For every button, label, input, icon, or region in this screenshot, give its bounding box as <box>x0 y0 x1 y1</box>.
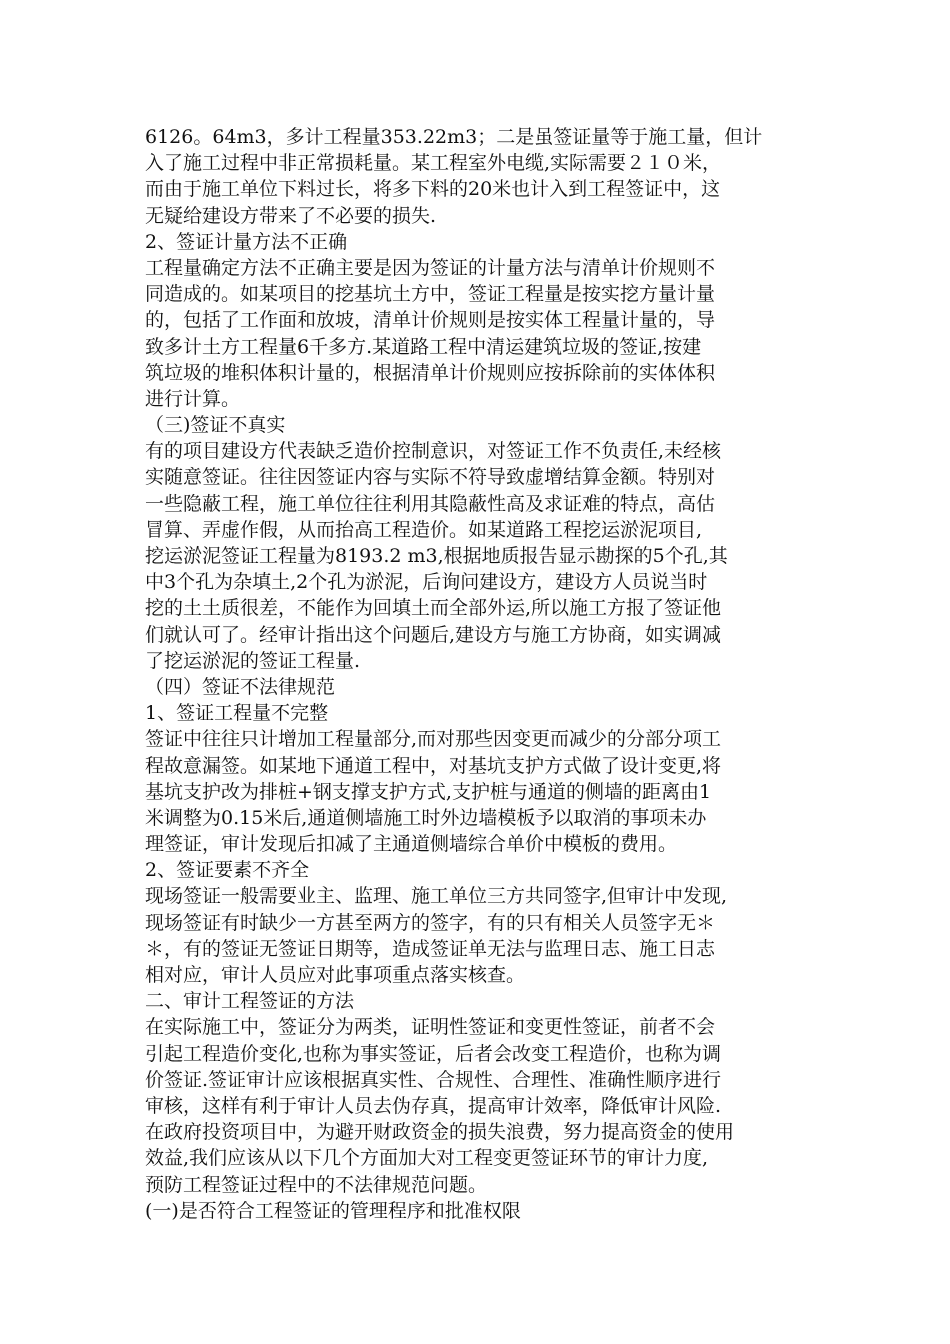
section-heading: 2、签证计量方法不正确 <box>145 230 348 253</box>
text-line: 进行计算。 <box>145 387 241 410</box>
text-line: 筑垃圾的堆积体积计量的，根据清单计价规则应按拆除前的实体体积 <box>145 361 716 384</box>
text-line: 挖运淤泥签证工程量为8193.2 m3,根据地质报告显示勘探的5个孔,其 <box>145 545 728 567</box>
text-line: 价签证.签证审计应该根据真实性、合规性、合理性、准确性顺序进行 <box>145 1068 722 1091</box>
section-heading: （三)签证不真实 <box>145 414 286 437</box>
text-line: 工程量确定方法不正确主要是因为签证的计量方法与清单计价规则不 <box>145 256 716 279</box>
section-heading: 2、签证要素不齐全 <box>145 859 310 882</box>
text-line: 相对应，审计人员应对此事项重点落实核查。 <box>145 964 526 986</box>
text-line: 审核，这样有利于审计人员去伪存真，提高审计效率，降低审计风险. <box>145 1094 722 1117</box>
text-line: 的，包括了工作面和放坡，清单计价规则是按实体工程量计量的，导 <box>145 309 716 332</box>
text-line: 入了施工过程中非正常损耗量。某工程室外电缆,实际需要２１０米， <box>145 152 722 175</box>
text-line: 基坑支护改为排桩+钢支撑支护方式,支护桩与通道的侧墙的距离由1 <box>145 780 712 803</box>
text-line: 无疑给建设方带来了不必要的损失. <box>145 204 437 227</box>
text-line: 现场签证一般需要业主、监理、施工单位三方共同签字,但审计中发现, <box>145 885 728 908</box>
text-line: 现场签证有时缺少一方甚至两方的签字，有的只有相关人员签字无＊ <box>145 911 716 934</box>
text-line: 们就认可了。经审计指出这个问题后,建设方与施工方协商，如实调减 <box>145 623 722 646</box>
text-line: 而由于施工单位下料过长，将多下料的20米也计入到工程签证中，这 <box>145 178 721 201</box>
text-line: 6126。64m3，多计工程量353.22m3；二是虽签证量等于施工量，但计 <box>145 126 763 148</box>
text-line: 签证中往往只计增加工程量部分,而对那些因变更而减少的分部分项工 <box>145 728 722 751</box>
text-line: 实随意签证。往往因签证内容与实际不符导致虚增结算金额。特别对 <box>145 466 716 489</box>
text-line: 有的项目建设方代表缺乏造价控制意识，对签证工作不负责任,未经核 <box>145 440 722 463</box>
text-line: 引起工程造价变化,也称为事实签证，后者会改变工程造价，也称为调 <box>145 1042 722 1065</box>
text-line: 效益,我们应该从以下几个方面加大对工程变更签证环节的审计力度, <box>145 1147 709 1170</box>
text-line: 中3个孔为杂填土,2个孔为淤泥，后询问建设方，建设方人员说当时 <box>145 571 708 594</box>
text-line: 了挖运淤泥的签证工程量. <box>145 649 361 672</box>
text-line: 米调整为0.15米后,通道侧墙施工时外边墙模板予以取消的事项未办 <box>145 806 707 829</box>
section-heading: 二、审计工程签证的方法 <box>145 990 355 1013</box>
text-line: 致多计土方工程量6千多方.某道路工程中清运建筑垃圾的签证,按建 <box>145 335 702 358</box>
document-body <box>145 124 805 1224</box>
text-line: 同造成的。如某项目的挖基坑土方中，签证工程量是按实挖方量计量 <box>145 283 716 306</box>
section-heading: （四）签证不法律规范 <box>145 675 336 698</box>
text-line: 一些隐蔽工程，施工单位往往利用其隐蔽性高及求证难的特点，高估 <box>145 492 716 515</box>
section-heading: (一)是否符合工程签证的管理程序和批准权限 <box>145 1199 521 1222</box>
text-line: 在政府投资项目中，为避开财政资金的损失浪费，努力提高资金的使用 <box>145 1121 735 1144</box>
text-line: 预防工程签证过程中的不法律规范问题。 <box>145 1173 488 1196</box>
text-line: 挖的土土质很差，不能作为回填土而全部外运,所以施工方报了签证他 <box>145 597 722 620</box>
text-line: ＊，有的签证无签证日期等，造成签证单无法与监理日志、施工日志 <box>145 937 716 960</box>
section-heading: 1、签证工程量不完整 <box>145 702 329 725</box>
text-line: 程故意漏签。如某地下通道工程中，对基坑支护方式做了设计变更,将 <box>145 754 722 777</box>
text-line: 理签证，审计发现后扣减了主通道侧墙综合单价中模板的费用。 <box>145 833 678 856</box>
text-line: 在实际施工中，签证分为两类，证明性签证和变更性签证，前者不会 <box>145 1016 716 1039</box>
text-line: 冒算、弄虚作假，从而抬高工程造价。如某道路工程挖运淤泥项目, <box>145 518 703 541</box>
